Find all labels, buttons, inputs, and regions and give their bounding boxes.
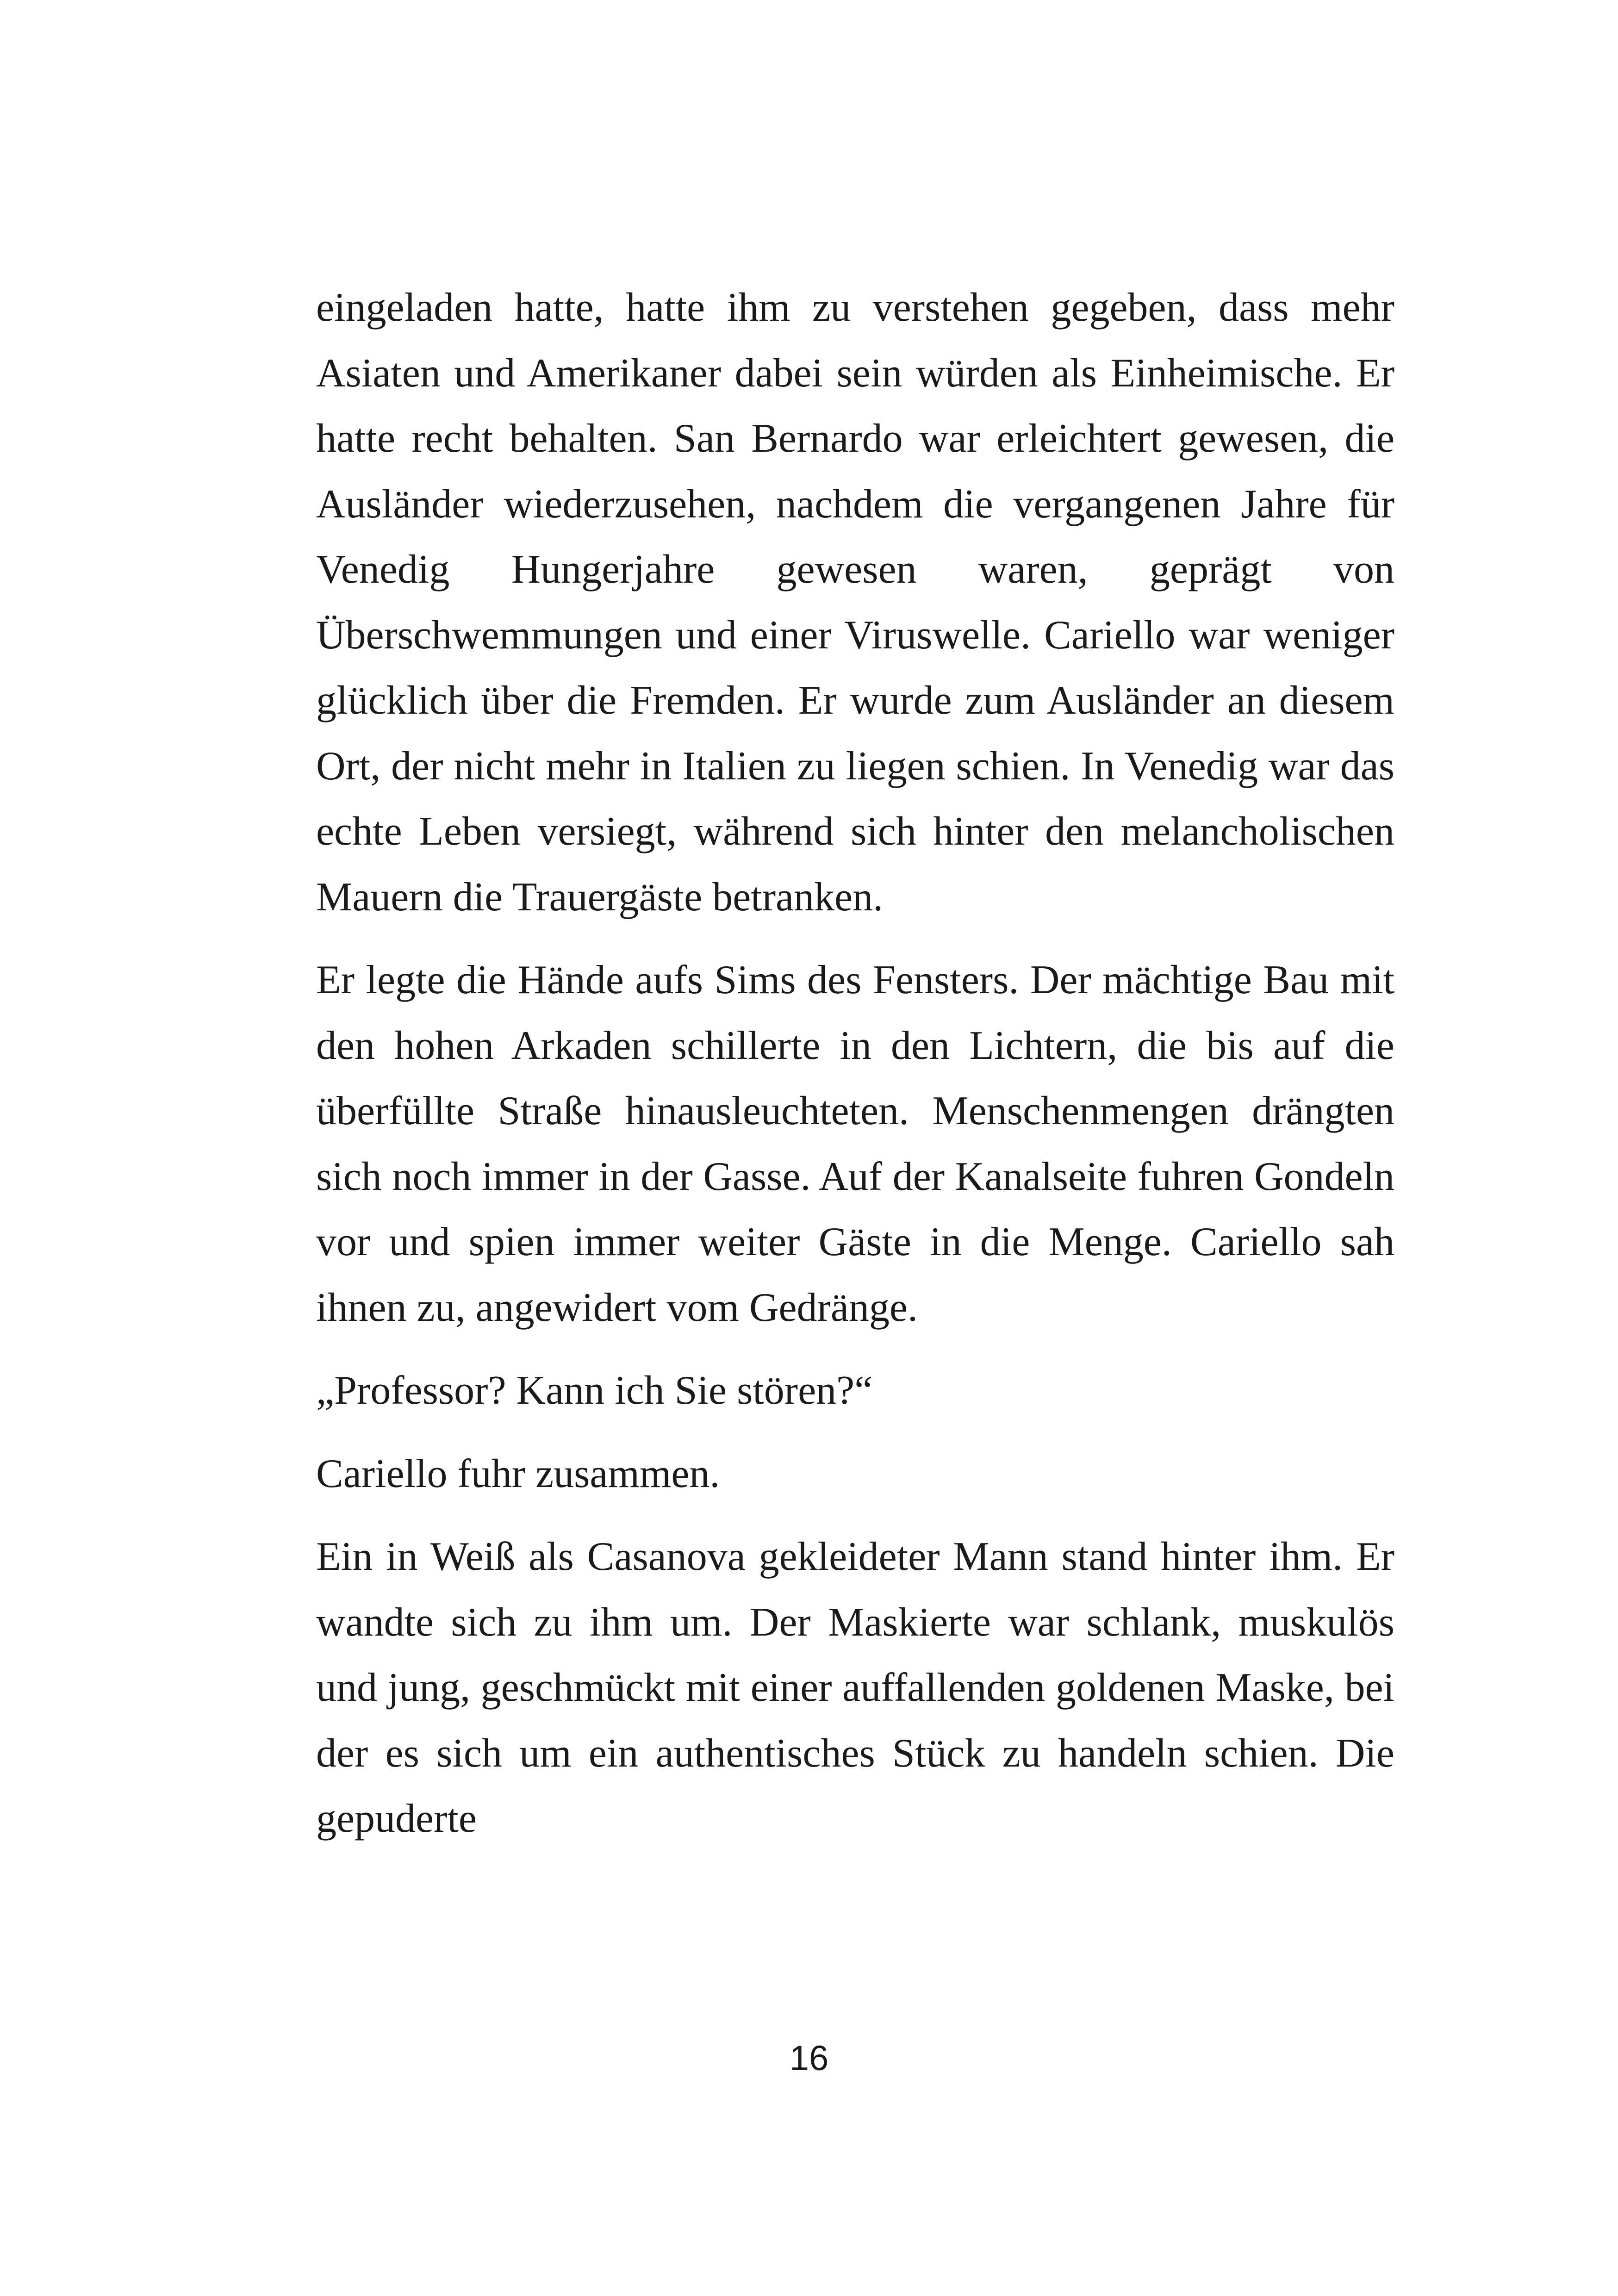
paragraph-1: eingeladen hatte, hatte ihm zu verstehen gegeben, dass mehr Asiaten und Amerikaner dabei sein würden als Einheimische. Er hatte recht behalten. San Bernardo war erleichtert gewesen, die Ausländer wiederzusehen, nachdem die vergangenen Jahre für Venedig Hungerjahre gewesen waren, geprägt von Überschwemmungen und einer Viruswelle. Cariello war weniger glücklich über die Fremden. Er wurde zum Ausländer an diesem Ort, der nicht mehr in Italien zu liegen schien. In Venedig war das echte Leben versiegt, während sich hinter den melancholischen Mauern die Trauergäste betranken. bbox=[316, 285, 1394, 920]
paragraph-3: „Professor? Kann ich Sie stören?“ bbox=[316, 1368, 873, 1413]
paragraph-5: Ein in Weiß als Casanova gekleideter Mann stand hinter ihm. Er wandte sich zu ihm um. Der Maskierte war schlank, muskulös und jung, geschmückt mit einer auffallenden goldenen Maske, bei der es sich um ein authentisches Stück zu handeln schien. Die gepuderte bbox=[316, 1534, 1394, 1841]
paragraph-2: Er legte die Hände aufs Sims des Fensters. Der mächtige Bau mit den hohen Arkaden schillerte in den Lichtern, die bis auf die überfüllte Straße hinausleuchteten. Menschenmengen drängten sich noch immer in der Gasse. Auf der Kanalseite fuhren Gondeln vor und spien immer weiter Gäste in die Menge. Cariello sah ihnen zu, angewidert vom Gedränge. bbox=[316, 958, 1394, 1330]
body-text bbox=[316, 275, 1394, 1869]
page-number: 16 bbox=[789, 2039, 829, 2078]
paragraph-4: Cariello fuhr zusammen. bbox=[316, 1451, 720, 1496]
